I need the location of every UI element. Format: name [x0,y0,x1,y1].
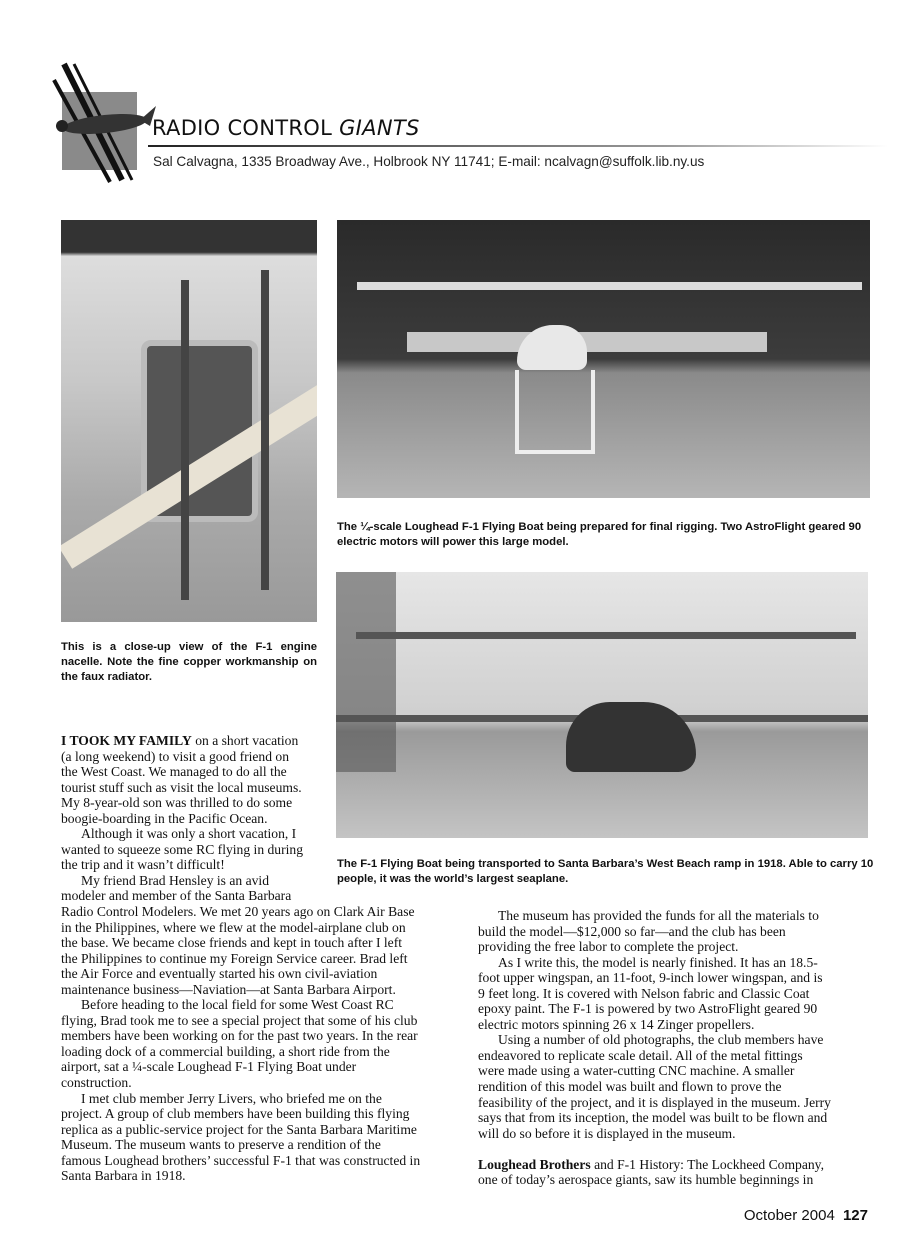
text-line [478,1172,864,1188]
text-line [61,904,455,920]
line-text: Using a number of old photographs, the club members have [498,1032,824,1048]
article-column-right [478,908,864,1188]
line-text: Radio Control Modelers. We met 20 years ago on Clark Air Base [61,904,415,920]
line-text: Although it was only a short vacation, I [81,826,297,842]
header-rule [148,145,888,147]
text-line [478,1017,864,1033]
line-text: boogie-boarding in the Pacific Ocean. [61,810,268,826]
line-text: airport, sat a ¼-scale Loughead F-1 Flying Boat under [61,1059,357,1075]
text-line [61,1137,455,1153]
text-line [61,749,323,765]
text-line [61,826,343,842]
nacelle-caption: This is a close-up view of the F-1 engine nacelle. Note the fine copper workmanship on the faux radiator. [61,641,317,683]
text-line [478,1001,864,1017]
text-line [61,1013,455,1029]
text-line [478,970,864,986]
text-line [61,1106,455,1122]
line-text: the base. We became close friends and kept in touch after I left [61,935,402,951]
text-line [61,780,323,796]
text-line [478,955,864,971]
column-title: RADIO CONTROL GIANTS [152,116,420,140]
line-text: endeavored to replicate scale detail. All of the metal fittings [478,1047,803,1063]
issue-date: October 2004 [743,1207,835,1224]
text-line [61,811,323,827]
text-line [61,857,323,873]
column-logo [50,62,160,184]
line-text: feasibility of the project, and it is displayed in the museum. Jerry [478,1094,831,1110]
lead-in: I TOOK MY FAMILY [61,733,192,748]
text-line [61,966,455,982]
line-text: on a short vacation [191,733,299,748]
text-line [478,986,864,1002]
text-line [61,764,323,780]
page-number: 127 [842,1207,868,1224]
text-line [478,1110,864,1126]
text-line [61,920,455,936]
transport-caption: The F-1 Flying Boat being transported to Santa Barbara’s West Beach ramp in 1918. Able to carry 10 people, it was the world’s largest seaplane. [337,858,874,885]
line-text: build the model—$12,000 so far—and the club has been [478,923,786,939]
text-line [61,873,343,889]
line-text: My 8-year-old son was thrilled to do some [61,795,293,811]
text-line [478,939,864,955]
line-text: loading dock of a commercial building, a short ride from the [61,1043,390,1059]
text-line [61,1059,455,1075]
page-footer [744,1207,868,1224]
line-text: My friend Brad Hensley is an avid [81,872,270,888]
engine-nacelle-photo [61,220,317,622]
rigging-photo [337,220,870,498]
line-text: As I write this, the model is nearly finished. It has an 18.5- [498,954,818,970]
text-line [61,935,455,951]
line-text: 9 feet long. It is covered with Nelson fabric and Classic Coat [478,985,810,1001]
text-line [61,1168,455,1184]
line-text: Before heading to the local field for some West Coast RC [81,997,394,1013]
line-text: replica as a public-service project for the Santa Barbara Maritime [61,1121,417,1137]
text-line [61,951,455,967]
text-line [478,1157,864,1173]
text-line [61,982,455,998]
line-text: electric motors spinning 26 x 14 Zinger propellers. [478,1016,755,1032]
text-line [478,1032,864,1048]
text-line [478,1095,864,1111]
line-text: the Air Force and eventually started his own civil-aviation [61,966,378,982]
text-line [61,888,323,904]
line-text: tourist stuff such as visit the local museums. [61,779,302,795]
line-text: I met club member Jerry Livers, who briefed me on the [81,1090,382,1106]
text-line [478,1141,864,1157]
line-text: Museum. The museum wants to preserve a rendition of the [61,1137,381,1153]
byline: Sal Calvagna, 1335 Broadway Ave., Holbrook NY 11741; E-mail: ncalvagn@suffolk.lib.ny.us [153,154,705,169]
line-text: members have been working on for the past two years. In the rear [61,1028,418,1044]
text-line [478,924,864,940]
line-text: The museum has provided the funds for all the materials to [498,908,819,923]
line-text: providing the free labor to complete the project. [478,939,739,955]
text-line [61,733,323,749]
line-text: the West Coast. We managed to do all the [61,764,287,780]
line-text: rendition of this model was built and flown to prove the [478,1079,782,1095]
text-line [61,795,323,811]
biplane-logo-icon [50,62,160,184]
text-line [478,1079,864,1095]
line-text: in the Philippines, where we flew at the model-airplane club on [61,919,406,935]
line-text: construction. [61,1075,132,1091]
text-line [478,1063,864,1079]
text-line [61,1028,455,1044]
text-line [61,1044,455,1060]
text-line [61,1153,455,1169]
line-text: project. A group of club members have been building this flying [61,1106,410,1122]
line-text: the trip and it wasn’t difficult! [61,857,225,873]
text-line [61,1122,455,1138]
line-text: the Philippines to continue my Foreign Service career. Brad left [61,950,408,966]
line-text: maintenance business—Naviation—at Santa Barbara Airport. [61,981,396,997]
line-text: one of today’s aerospace giants, saw its humble beginnings in [478,1172,814,1188]
text-line [61,997,455,1013]
text-line [478,908,864,924]
line-text: epoxy paint. The F-1 is powered by two AstroFlight geared 90 [478,1001,818,1017]
line-text: were made using a water-cutting CNC machine. A smaller [478,1063,795,1079]
text-line [61,1091,455,1107]
article-column-left [61,733,455,1184]
line-text: Santa Barbara in 1918. [61,1168,186,1184]
line-text: says that from its inception, the model was built to be flown and [478,1110,828,1126]
text-line [61,1075,455,1091]
line-text: modeler and member of the Santa Barbara [61,888,292,904]
line-text: (a long weekend) to visit a good friend on [61,748,290,764]
rigging-caption: The ¼-scale Loughead F-1 Flying Boat being prepared for final rigging. Two AstroFlight geared 90 electric motors will power this large model. [337,521,862,548]
text-line [478,1048,864,1064]
line-text: and F-1 History: The Lockheed Company, [590,1156,824,1172]
line-text: wanted to squeeze some RC flying in during [61,841,303,857]
lead-in: Loughead Brothers [478,1156,591,1172]
text-line [478,1126,864,1142]
line-text: foot upper wingspan, an 11-foot, 9-inch lower wingspan, and is [478,970,823,986]
line-text: famous Loughead brothers’ successful F-1 that was constructed in [61,1152,421,1168]
line-text: flying, Brad took me to see a special project that some of his club [61,1012,418,1028]
text-line [61,842,323,858]
line-text: will do so before it is displayed in the museum. [478,1125,736,1141]
